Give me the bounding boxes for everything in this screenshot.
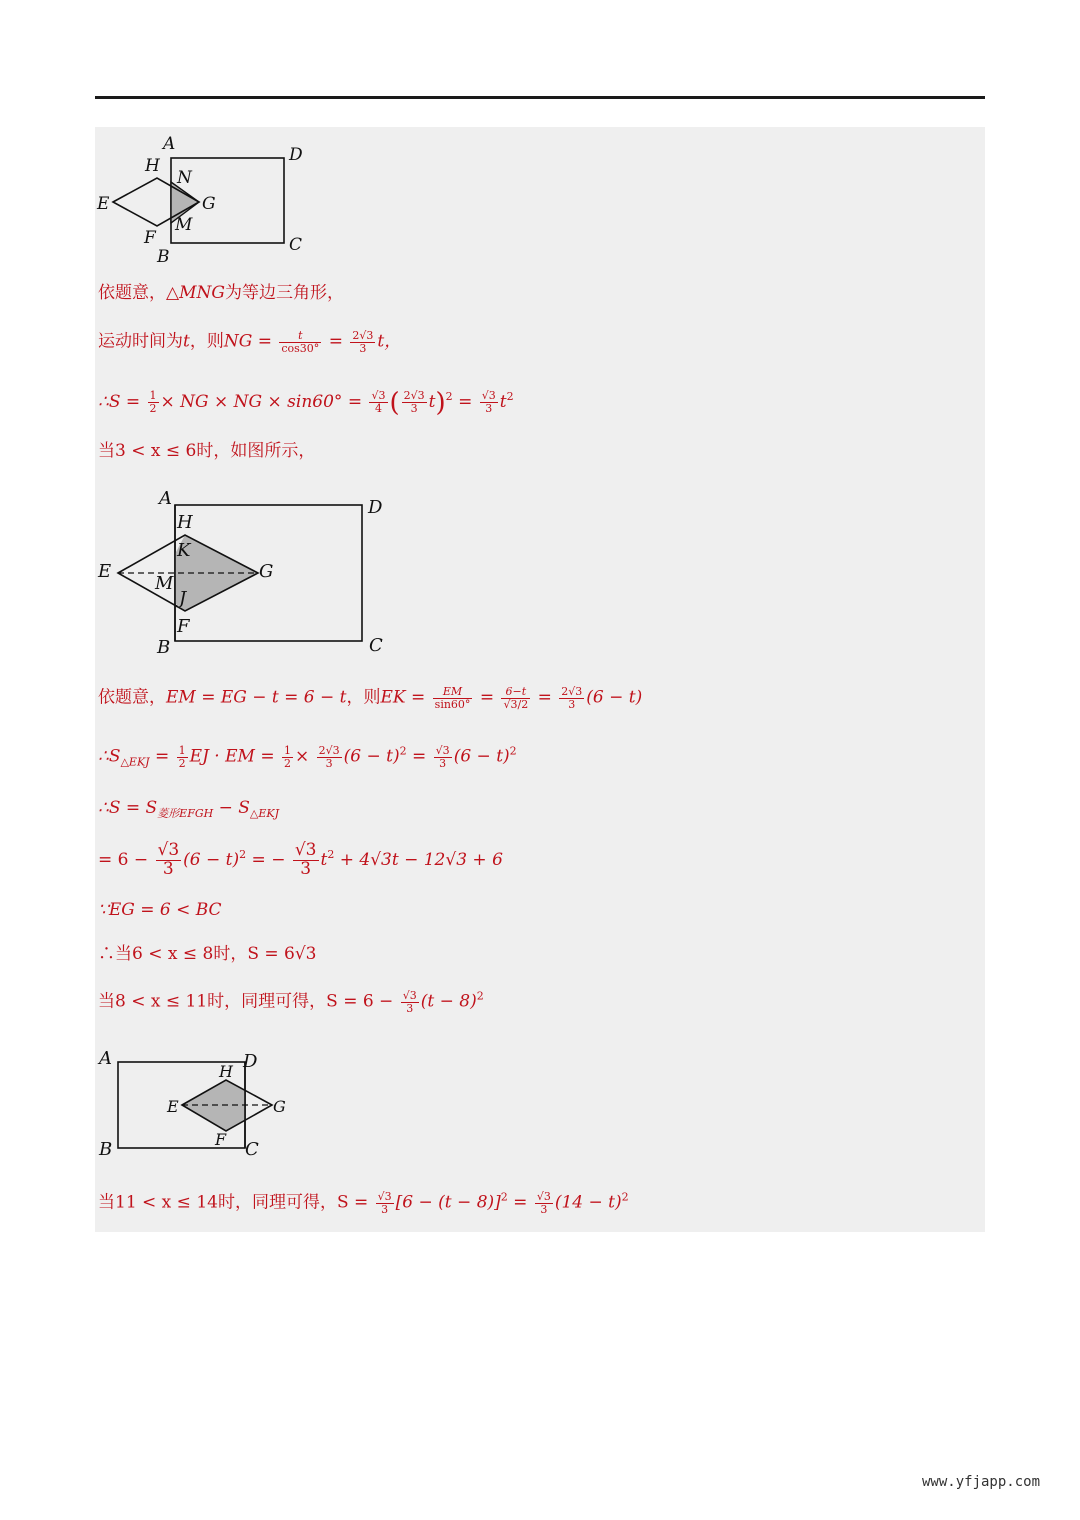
- line-case-11-14: 当11 < x ≤ 14时，同理可得，S = $\frac{√3}{3}$ $[6 - (t - 8)]^2$ = $\frac{√3}{3}$ $(14 - t)^2$: [98, 1190, 629, 1216]
- label-N: N: [177, 168, 192, 188]
- label-E: E: [98, 561, 112, 582]
- label-F: F: [215, 1130, 227, 1149]
- label-A: A: [99, 1048, 112, 1069]
- label-B: B: [157, 247, 170, 267]
- line-area-expanded: = 6 − $\frac{√3}{3}$ $(6 - t)^2$ = − $\frac{√3}{3}$ $t^2 + 4√3t - 12√3 + 6$: [98, 840, 503, 879]
- line-equilateral: 依题意，△MNG为等边三角形，: [98, 283, 344, 303]
- label-C: C: [289, 235, 303, 255]
- line-ek-length: 依题意，EM = EG − t = 6 − t，则EK = $\frac{EM}{\sin 60^\circ}$ = $\frac{6-t}{√3/2}$ = $\frac{2√3}{3}$ (6 − t): [98, 685, 643, 711]
- figure-2-diagram: [95, 485, 395, 660]
- label-B: B: [99, 1139, 113, 1160]
- label-G: G: [202, 194, 216, 214]
- label-D: D: [368, 497, 383, 518]
- line-ng-length: 运动时间为t，则NG = $\frac{t}{\cos 30^\circ}$ = $\frac{2√3}{3}$ t，: [98, 329, 402, 355]
- label-A: A: [163, 134, 176, 154]
- label-H: H: [145, 156, 160, 176]
- line-area-difference: ∴S = $S_{菱形EFGH} - S_{\triangle EKJ}$: [98, 798, 280, 820]
- label-J: J: [179, 588, 187, 609]
- label-M: M: [155, 573, 174, 594]
- label-C: C: [369, 635, 383, 656]
- label-H: H: [177, 512, 193, 533]
- site-watermark: www.yfjapp.com: [922, 1474, 1041, 1490]
- line-triangle-area: $\therefore S_{\triangle EKJ}$ = $\frac{1}{2}$ EJ · EM = $\frac{1}{2}$ × $\frac{2√3}{3}$ $(6 - t)^2$ = $\frac{√3}{3}$ $(6 - t)^2$: [98, 744, 517, 770]
- label-C: C: [245, 1139, 259, 1160]
- figure-1-diagram: [95, 130, 325, 270]
- label-G: G: [259, 561, 274, 582]
- label-A: A: [159, 488, 172, 509]
- label-E: E: [97, 194, 110, 214]
- label-D: D: [243, 1051, 258, 1072]
- line-case-8-11: 当8 < x ≤ 11时，同理可得，S = 6 − $\frac{√3}{3}$ $(t - 8)^2$: [98, 989, 484, 1015]
- label-K: K: [177, 540, 191, 561]
- label-F: F: [144, 228, 156, 248]
- label-B: B: [157, 637, 171, 658]
- label-E: E: [167, 1097, 179, 1116]
- line-because-eg: ∵EG = 6 < BC: [98, 900, 222, 920]
- label-H: H: [219, 1062, 233, 1081]
- label-M: M: [175, 215, 193, 235]
- label-F: F: [177, 616, 190, 637]
- line-case-3-6: 当3 < x ≤ 6时，如图所示，: [98, 441, 316, 461]
- label-D: D: [289, 145, 303, 165]
- figure-3-diagram: [95, 1045, 305, 1163]
- line-area-formula-1: ∴S = $\frac{1}{2}$ × NG × NG × sin60° = $\frac{√3}{4}$ ( $\frac{2√3}{3}$ t)$^2$ = $\frac{√3}{3}$ $t^2$: [98, 388, 514, 418]
- label-G: G: [273, 1097, 286, 1116]
- line-case-6-8: ∴当6 < x ≤ 8时，S = 6√3: [98, 944, 317, 964]
- top-rule: [95, 96, 985, 99]
